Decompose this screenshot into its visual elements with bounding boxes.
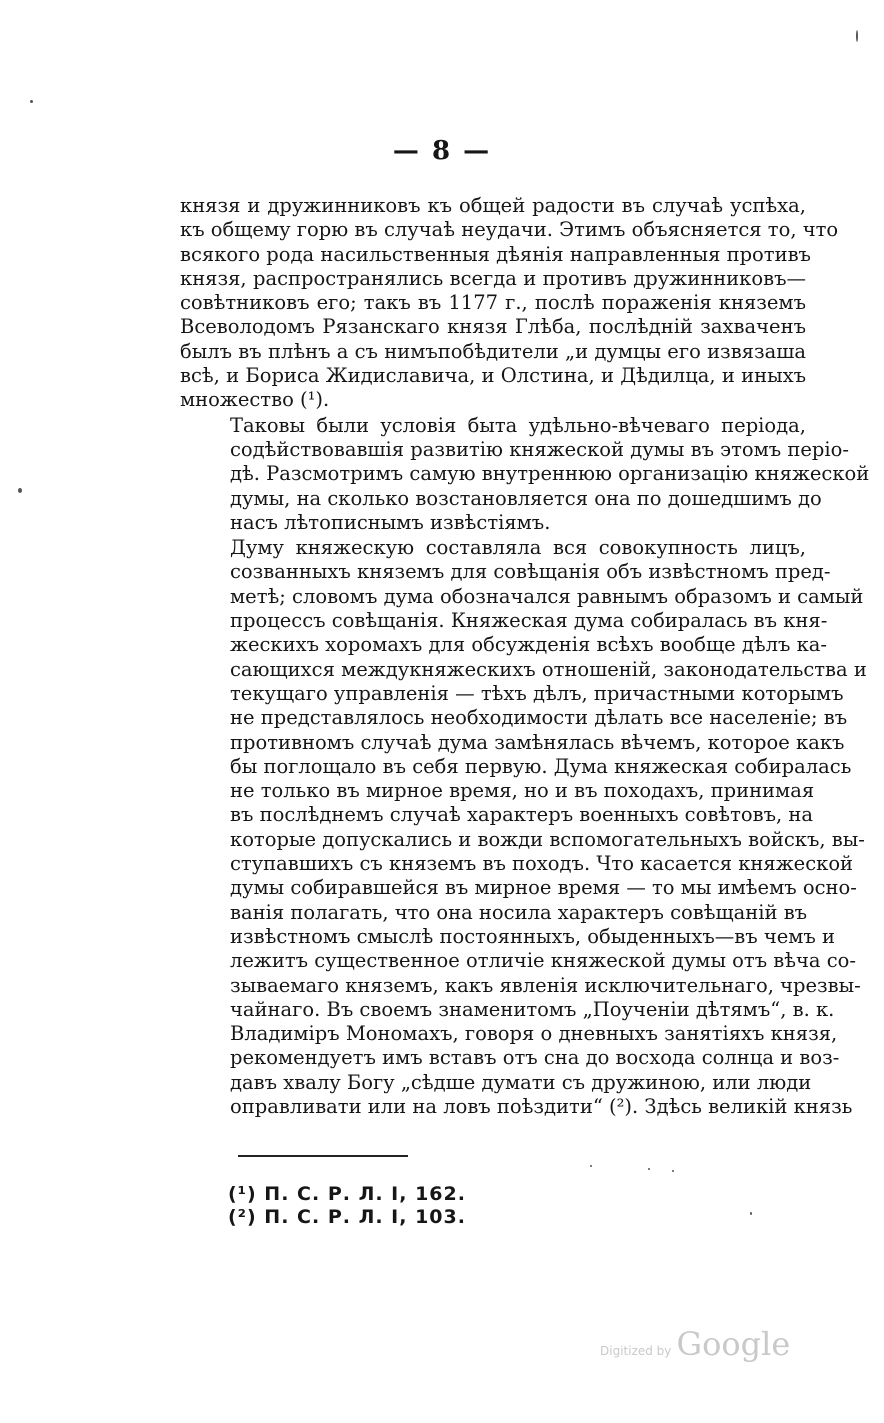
text-line: ступавшихъ съ княземъ въ походъ. Что касается княжеской xyxy=(230,852,854,876)
text-line: Думу княжескую составляла вся совокупность лицъ, xyxy=(230,536,806,560)
text-line: которые допускались и вожди вспомогательныхъ войскъ, вы- xyxy=(230,827,865,851)
scan-speck xyxy=(590,1165,592,1167)
footnote-2: (²) П. С. Р. Л. I, 103. xyxy=(228,1206,466,1228)
text-line: созванныхъ княземъ для совѣщанія объ извѣстномъ пред- xyxy=(230,560,831,584)
page-number: — 8 — xyxy=(392,136,492,166)
watermark-small-text: Digitized by xyxy=(600,1344,672,1358)
text-line: давъ хвалу Богу „сѣдше думати съ дружиною, или люди xyxy=(230,1070,812,1094)
text-line: Таковы были условія быта удѣльно-вѣчеваго періода, xyxy=(230,413,806,437)
text-line: сающихся междукняжескихъ отношеній, законодательства и xyxy=(230,657,867,681)
text-line: рекомендуетъ имъ вставъ отъ сна до восхода солнца и воз- xyxy=(230,1046,840,1070)
paragraph-3 xyxy=(180,536,867,1119)
text-line: дѣ. Разсмотримъ самую внутреннюю организацію княжеской xyxy=(230,462,870,486)
text-line: зываемаго княземъ, какъ явленія исключительнаго, чрезвы- xyxy=(230,973,861,997)
paragraph-1 xyxy=(180,194,839,413)
text-line: Всеволодомъ Рязанскаго князя Глѣба, послѣдній захваченъ xyxy=(180,315,806,339)
text-line: къ общему горю въ случаѣ неудачи. Этимъ объясняется то, что xyxy=(180,218,839,242)
text-line: процессъ совѣщанія. Княжеская дума собиралась въ кня- xyxy=(230,609,828,633)
text-line: въ послѣднемъ случаѣ характеръ военныхъ совѣтовъ, на xyxy=(230,803,814,827)
text-line: былъ въ плѣнъ а съ нимъпобѣдители „и думцы его извязаша xyxy=(180,339,806,363)
scan-speck xyxy=(672,1170,674,1172)
scan-speck xyxy=(30,100,33,103)
text-line: противномъ случаѣ дума замѣнялась вѣчемъ, которое какъ xyxy=(230,730,845,754)
text-line: текущаго управленія — тѣхъ дѣлъ, причастными которымъ xyxy=(230,681,844,705)
scan-speck xyxy=(856,30,858,42)
scan-speck xyxy=(18,488,22,493)
paragraph-2 xyxy=(180,413,870,535)
scan-speck xyxy=(750,1212,752,1215)
text-line: множество (¹). xyxy=(180,388,330,412)
text-line: чайнаго. Въ своемъ знаменитомъ „Поученіи дѣтямъ“, в. к. xyxy=(230,997,835,1021)
scan-speck xyxy=(648,1168,650,1170)
text-line: метѣ; словомъ дума обозначался равнымъ образомъ и самый xyxy=(230,584,864,608)
text-line: совѣтниковъ его; такъ въ 1177 г., послѣ пораженія княземъ xyxy=(180,291,806,315)
text-line: Владиміръ Мономахъ, говоря о дневныхъ занятіяхъ князя, xyxy=(230,1022,838,1046)
footnote-1: (¹) П. С. Р. Л. I, 162. xyxy=(228,1183,466,1205)
text-line: жескихъ хоромахъ для обсужденія всѣхъ вообще дѣлъ ка- xyxy=(230,633,828,657)
text-line: князя, распространялись всегда и противъ дружинниковъ— xyxy=(180,266,806,290)
text-line: оправливати или на ловъ поѣздити“ (²). Здѣсь великій князь xyxy=(230,1094,853,1118)
text-line: ванія полагать, что она носила характеръ совѣщаній въ xyxy=(230,900,808,924)
text-line: всякого рода насильственныя дѣянія направленныя противъ xyxy=(180,242,811,266)
watermark-logo-text: Google xyxy=(676,1325,791,1363)
text-line: бы поглощало въ себя первую. Дума княжеская собиралась xyxy=(230,754,852,778)
text-line: лежитъ существенное отличіе княжеской думы отъ вѣча со- xyxy=(230,949,857,973)
text-line: извѣстномъ смыслѣ постоянныхъ, обыденныхъ—въ чемъ и xyxy=(230,924,836,948)
body-text xyxy=(180,194,870,1119)
text-line: князя и дружинниковъ къ общей радости въ случаѣ успѣха, xyxy=(180,194,806,217)
text-line: содѣйствовавшія развитію княжеской думы въ этомъ періо- xyxy=(230,437,849,461)
text-line: не только въ мирное время, но и въ походахъ, принимая xyxy=(230,779,815,803)
text-line: думы собиравшейся въ мирное время — то мы имѣемъ осно- xyxy=(230,876,857,900)
footnote-divider xyxy=(238,1155,408,1157)
digitized-watermark xyxy=(600,1325,790,1363)
text-line: всѣ, и Бориса Жидиславича, и Олстина, и Дѣдилца, и иныхъ xyxy=(180,364,806,388)
text-line: не представлялось необходимости дѣлать все населеніе; въ xyxy=(230,706,848,730)
text-line: думы, на сколько возстановляется она по дошедшимъ до xyxy=(230,486,822,510)
text-line: насъ лѣтописнымъ извѣстіямъ. xyxy=(230,510,551,534)
